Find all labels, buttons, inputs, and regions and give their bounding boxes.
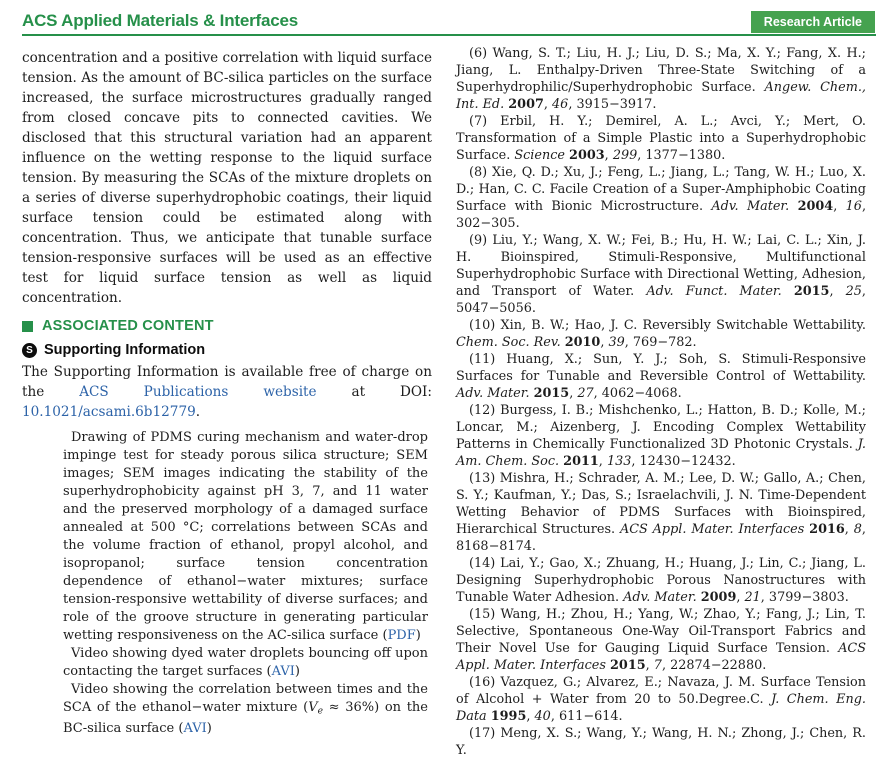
text-segment: , 1377−1380. bbox=[637, 148, 726, 163]
text-segment: 2015 bbox=[533, 386, 570, 401]
text-segment: at DOI: bbox=[316, 384, 432, 400]
pdf-link[interactable]: PDF bbox=[387, 628, 416, 643]
left-column bbox=[22, 45, 432, 737]
text-segment: V bbox=[308, 700, 318, 715]
reference-14 bbox=[456, 555, 866, 606]
reference-8 bbox=[456, 164, 866, 232]
text-segment: , bbox=[569, 386, 578, 401]
journal-title: ACS Applied Materials & Interfaces bbox=[22, 11, 298, 30]
text-segment: , 611−614. bbox=[550, 709, 623, 724]
text-segment: , bbox=[645, 658, 654, 673]
text-segment: (17) Meng, X. S.; Wang, Y.; Wang, H. N.; Zhong, J.; Chen, R. Y. bbox=[456, 726, 866, 758]
text-segment: ACS Appl. Mater. Interfaces bbox=[456, 641, 866, 673]
associated-content-heading-label: ASSOCIATED CONTENT bbox=[42, 318, 214, 334]
supporting-item-pdf bbox=[63, 429, 428, 645]
text-segment: , bbox=[736, 590, 745, 605]
text-segment: Science bbox=[514, 148, 565, 163]
reference-17 bbox=[456, 725, 866, 759]
text-segment bbox=[782, 284, 794, 299]
text-segment: , bbox=[598, 454, 607, 469]
text-segment: , bbox=[526, 709, 535, 724]
text-segment: 40 bbox=[534, 709, 551, 724]
text-segment: , 302−305. bbox=[456, 199, 867, 231]
header-rule bbox=[22, 34, 876, 36]
s-circle-icon: S bbox=[22, 343, 37, 358]
text-segment: Drawing of PDMS curing mechanism and water-drop impinge test for steady porous silica structure; SEM images; SEM images indicating the stability of the superhydrophobicity against pH 3, 7, and 11 water and the preserved morphology of a damaged surface annealed at 500 °C; correlations between SCAs and the volume fraction of ethanol, propyl alcohol, and isopropanol; surface tension concentration dependence of ethanol−water mixtures; surface tension-responsive wettability of diverse surfaces; and role of the groove structure in generating particular wetting responsiveness on the AC-silica surface ( bbox=[63, 430, 428, 643]
text-segment: Video showing the correlation between times and the SCA of the ethanol−water mixture ( bbox=[63, 682, 428, 715]
doi-link[interactable]: 10.1021/acsami.6b12779 bbox=[22, 404, 196, 420]
text-segment: , bbox=[829, 284, 846, 299]
text-segment: 27 bbox=[577, 386, 594, 401]
reference-12 bbox=[456, 402, 866, 470]
reference-11 bbox=[456, 351, 866, 402]
text-segment: (12) Burgess, I. B.; Mishchenko, L.; Hatton, B. D.; Kolle, M.; Loncar, M.; Aizenberg, J. Encoding Complex Wettability Patterns in Chemically Functionalized 3D Photonic Crystals. bbox=[456, 403, 866, 452]
text-segment: (13) Mishra, H.; Schrader, A. M.; Lee, D. W.; Gallo, A.; Chen, S. Y.; Kaufman, Y.; Das, S.; Israelachvili, J. N. Time-Dependent Wetting Behavior of PDMS Surfaces with Bioinspired, Hierarchical Structures. bbox=[456, 471, 866, 537]
text-segment: (16) Vazquez, G.; Alvarez, E.; Navaza, J. M. Surface Tension of Alcohol + Water from 20 to 50.Degree.C. bbox=[456, 675, 866, 707]
supporting-item-video-2 bbox=[63, 681, 428, 738]
text-segment: (15) Wang, H.; Zhou, H.; Yang, W.; Zhao, Y.; Fang, J.; Lin, T. Selective, Spontaneous One-Way Oil-Transport Fabrics and Their Novel Use for Gauging Liquid Surface Tension. bbox=[456, 607, 866, 656]
text-segment: ) bbox=[415, 628, 421, 643]
text-segment: The Supporting Information is available free of charge on the bbox=[22, 364, 432, 400]
text-segment: (14) Lai, Y.; Gao, X.; Zhuang, H.; Huang, J.; Lin, C.; Jiang, L. Designing Superhydrophobic Porous Nanostructures with Tunable Water Adhesion. bbox=[456, 556, 866, 605]
supporting-item-video-1 bbox=[63, 645, 428, 681]
reference-10 bbox=[456, 317, 866, 351]
text-segment: 133 bbox=[606, 454, 632, 469]
text-segment: Adv. Mater. bbox=[623, 590, 697, 605]
text-segment: Adv. Mater. bbox=[456, 386, 530, 401]
text-segment: Adv. Mater. bbox=[711, 199, 790, 214]
avi-link-1[interactable]: AVI bbox=[271, 664, 295, 679]
supporting-information-heading bbox=[22, 342, 432, 358]
text-segment: , 769−782. bbox=[624, 335, 697, 350]
text-segment: 2007 bbox=[508, 97, 544, 112]
text-segment: , 22874−22880. bbox=[661, 658, 767, 673]
text-segment: 2015 bbox=[610, 658, 646, 673]
text-segment: , bbox=[543, 97, 553, 112]
text-segment: , 8168−8174. bbox=[456, 522, 866, 554]
reference-15 bbox=[456, 606, 866, 674]
text-segment: 1995 bbox=[490, 709, 527, 724]
text-segment: ACS Appl. Mater. Interfaces bbox=[620, 522, 805, 537]
page-header bbox=[0, 0, 889, 45]
text-segment: 2010 bbox=[564, 335, 601, 350]
article-type-badge: Research Article bbox=[751, 11, 875, 33]
text-segment: Angew. Chem., Int. Ed. bbox=[456, 80, 867, 112]
reference-6 bbox=[456, 45, 866, 113]
text-segment: Adv. Funct. Mater. bbox=[646, 284, 782, 299]
text-segment: , 4062−4068. bbox=[593, 386, 682, 401]
text-segment: Chem. Soc. Rev. bbox=[456, 335, 561, 350]
text-segment: J. Am. Chem. Soc. bbox=[456, 437, 866, 469]
text-segment: 25 bbox=[845, 284, 862, 299]
avi-link-2[interactable]: AVI bbox=[183, 721, 207, 737]
acs-publications-website-link[interactable]: ACS Publications website bbox=[79, 384, 317, 400]
text-segment: 21 bbox=[744, 590, 761, 605]
references-column bbox=[456, 45, 867, 758]
text-segment: (6) Wang, S. T.; Liu, H. J.; Liu, D. S.; Ma, X. Y.; Fang, X. H.; Jiang, L. Enthalpy-Driven Three-State Switching of a Superhydrophilic/Superhydrophobic Surface. bbox=[456, 46, 866, 95]
text-segment: ) bbox=[206, 721, 212, 737]
text-segment: (11) Huang, X.; Sun, Y. J.; Soh, S. Stimuli-Responsive Surfaces for Tunable and Reversible Control of Wettability. bbox=[456, 352, 866, 384]
text-segment: 2015 bbox=[793, 284, 830, 299]
reference-7 bbox=[456, 113, 866, 164]
text-segment: 39 bbox=[608, 335, 625, 350]
reference-9 bbox=[456, 232, 866, 317]
supporting-information-heading-label: Supporting Information bbox=[44, 342, 206, 358]
text-segment: , bbox=[600, 335, 609, 350]
text-segment: (8) Xie, Q. D.; Xu, J.; Feng, L.; Jiang, L.; Tang, W. H.; Luo, X. D.; Han, C. C. Facile Creation of a Super-Amphiphobic Coating Surface with Bionic Microstructure. bbox=[456, 165, 866, 214]
text-segment: 2003 bbox=[569, 148, 605, 163]
availability-paragraph bbox=[22, 362, 432, 422]
text-segment: 299 bbox=[612, 148, 638, 163]
associated-content-heading bbox=[22, 318, 432, 334]
text-segment: , bbox=[604, 148, 613, 163]
reference-13 bbox=[456, 470, 866, 555]
text-segment: Video showing dyed water droplets bouncing off upon contacting the target surfaces ( bbox=[63, 646, 428, 679]
text-segment: ) bbox=[294, 664, 300, 679]
section-square-icon bbox=[22, 321, 33, 332]
reference-16 bbox=[456, 674, 866, 725]
text-segment: 2011 bbox=[563, 454, 599, 469]
text-segment: e bbox=[317, 706, 323, 717]
text-segment: 2016 bbox=[809, 522, 845, 537]
text-segment: (7) Erbil, H. Y.; Demirel, A. L.; Avci, Y.; Mert, O. Transformation of a Simple Plastic into a Superhydrophobic Surface. bbox=[456, 114, 866, 163]
text-segment: (10) Xin, B. W.; Hao, J. C. Reversibly Switchable Wettability. bbox=[469, 318, 866, 333]
text-segment: ≈ 36%) on the BC-silica surface ( bbox=[63, 700, 428, 737]
intro-paragraph: concentration and a positive correlation with liquid surface tension. As the amount of BC-silica particles on the surface increased, the surface microstructures gradually ranged from closed concave pits to connected cavities. We disclosed that this structural variation had an apparent influence on the wetting response to the liquid surface tension. By measuring the SCAs of the mixture droplets on a series of diverse superhydrophobic coatings, their liquid surface tension could be estimated along with concentration. Thus, we anticipate that tunable surface tension-responsive surfaces will be used as an effective test for liquid surface tension as well as liquid concentration. bbox=[22, 50, 432, 306]
text-segment: . bbox=[195, 404, 201, 420]
text-segment: , bbox=[844, 522, 854, 537]
text-segment: 7 bbox=[653, 658, 662, 673]
text-segment: 2004 bbox=[797, 199, 834, 214]
text-segment: 2009 bbox=[700, 590, 737, 605]
text-segment: J. Chem. Eng. Data bbox=[456, 692, 866, 724]
text-segment: , bbox=[833, 199, 846, 214]
text-segment: , 12430−12432. bbox=[631, 454, 736, 469]
supporting-items-block bbox=[63, 429, 428, 738]
text-segment: 46 bbox=[552, 97, 569, 112]
text-segment: (9) Liu, Y.; Wang, X. W.; Fei, B.; Hu, H. W.; Lai, C. L.; Xin, J. H. Bioinspired, Stimuli-Responsive, Multifunctional Superhydrophobic Surface with Directional Wetting, Adhesion, and Transport of Water. bbox=[456, 233, 866, 299]
text-segment: 16 bbox=[845, 199, 862, 214]
two-column-body bbox=[22, 45, 867, 758]
text-segment: , 5047−5056. bbox=[456, 284, 866, 316]
text-segment: , 3799−3803. bbox=[760, 590, 849, 605]
text-segment bbox=[789, 199, 797, 214]
text-segment: , 3915−3917. bbox=[568, 97, 657, 112]
text-segment: 8 bbox=[853, 522, 862, 537]
